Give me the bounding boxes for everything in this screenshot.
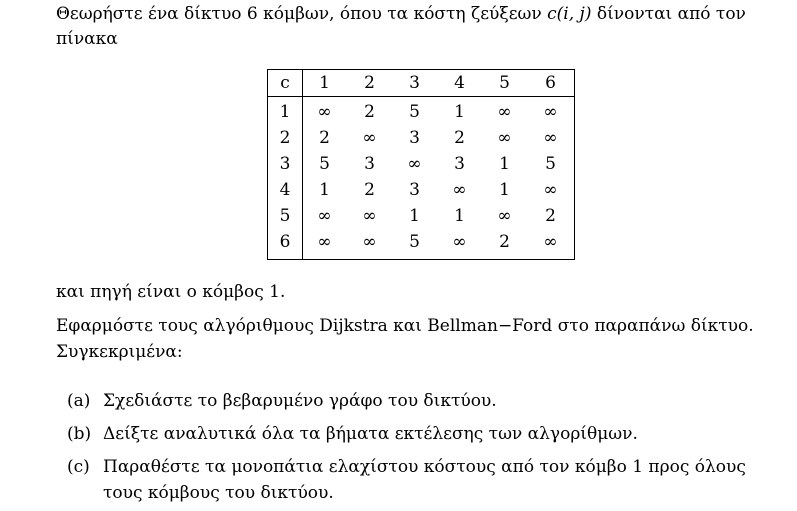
table-row: [268, 177, 574, 203]
list-item-label: (c): [67, 457, 90, 477]
row-label: 6: [279, 232, 291, 252]
intro-line-1: [56, 2, 746, 26]
table-cell: ∞: [543, 128, 558, 148]
row-label: 4: [279, 180, 291, 200]
task-sentence-continuation: Συγκεκριμένα:: [56, 342, 183, 362]
cost-matrix-table: [267, 69, 575, 260]
table-cell: ∞: [543, 232, 558, 252]
table-cell: 1: [454, 102, 465, 122]
table-cell: ∞: [362, 232, 377, 252]
table-cell: 1: [454, 206, 465, 226]
table-cell: 2: [454, 128, 465, 148]
table-cell: 3: [409, 180, 420, 200]
intro-line-2: πίνακα: [56, 29, 118, 49]
table-cell: 3: [454, 154, 465, 174]
row-label: 3: [279, 154, 291, 174]
table-row: [268, 99, 574, 125]
table-cell: 5: [319, 154, 330, 174]
table-corner-label: c: [280, 73, 290, 93]
table-cell: 2: [499, 232, 510, 252]
table-cell: ∞: [317, 102, 332, 122]
column-header: 6: [545, 73, 556, 93]
table-cell: 1: [319, 180, 330, 200]
column-header: 2: [364, 73, 375, 93]
column-header: 5: [499, 73, 510, 93]
list-item-continuation: τους κόμβους του δικτύου.: [103, 483, 334, 503]
table-cell: ∞: [543, 180, 558, 200]
table-cell: 5: [409, 102, 420, 122]
table-cell: ∞: [362, 128, 377, 148]
table-cell: ∞: [543, 102, 558, 122]
list-item-text: Δείξτε αναλυτικά όλα τα βήματα εκτέλεσης των αλγορίθμων.: [103, 424, 638, 444]
row-label: 5: [279, 206, 291, 226]
table-header-row: [268, 70, 574, 96]
table-cell: ∞: [497, 128, 512, 148]
table-row: [268, 151, 574, 177]
list-item-label: (a): [67, 391, 91, 411]
list-item-text: Σχεδιάστε το βεβαρυμένο γράφο του δικτύου.: [103, 391, 497, 411]
table-cell: 2: [364, 180, 375, 200]
table-row: [268, 203, 574, 229]
intro-text-end: δίνονται από τον: [591, 4, 746, 24]
row-label: 2: [279, 128, 291, 148]
table-cell: ∞: [452, 180, 467, 200]
table-cell: 1: [499, 180, 510, 200]
task-sentence: Εφαρμόστε τους αλγόριθμους Dijkstra και Bellman−Ford στο παραπάνω δίκτυο.: [56, 316, 754, 336]
table-cell: 2: [319, 128, 330, 148]
intro-text-start: Θεωρήστε ένα δίκτυο 6 κόμβων, όπου τα κόστη ζεύξεων: [56, 4, 548, 24]
table-cell: 2: [545, 206, 556, 226]
table-cell: ∞: [407, 154, 422, 174]
source-node-sentence: και πηγή είναι ο κόμβος 1.: [56, 282, 286, 302]
table-cell: ∞: [317, 232, 332, 252]
table-row: [268, 229, 574, 255]
table-cell: 5: [545, 154, 556, 174]
table-cell: 3: [409, 128, 420, 148]
column-header: 4: [454, 73, 465, 93]
cost-function-math: c(i, j): [547, 4, 592, 24]
table-cell: ∞: [362, 206, 377, 226]
table-cell: ∞: [497, 102, 512, 122]
table-cell: ∞: [317, 206, 332, 226]
list-item-label: (b): [67, 424, 92, 444]
table-row: [268, 125, 574, 151]
column-header: 3: [409, 73, 420, 93]
table-cell: 3: [364, 154, 375, 174]
table-cell: 1: [499, 154, 510, 174]
table-cell: 5: [409, 232, 420, 252]
row-label: 1: [279, 102, 291, 122]
table-cell: 2: [364, 102, 375, 122]
table-cell: 1: [409, 206, 420, 226]
list-item-text: Παραθέστε τα μονοπάτια ελαχίστου κόστους από τον κόμβο 1 προς όλους: [103, 457, 746, 477]
column-header: 1: [319, 73, 330, 93]
table-cell: ∞: [497, 206, 512, 226]
header-separator: [268, 96, 574, 97]
table-cell: ∞: [452, 232, 467, 252]
